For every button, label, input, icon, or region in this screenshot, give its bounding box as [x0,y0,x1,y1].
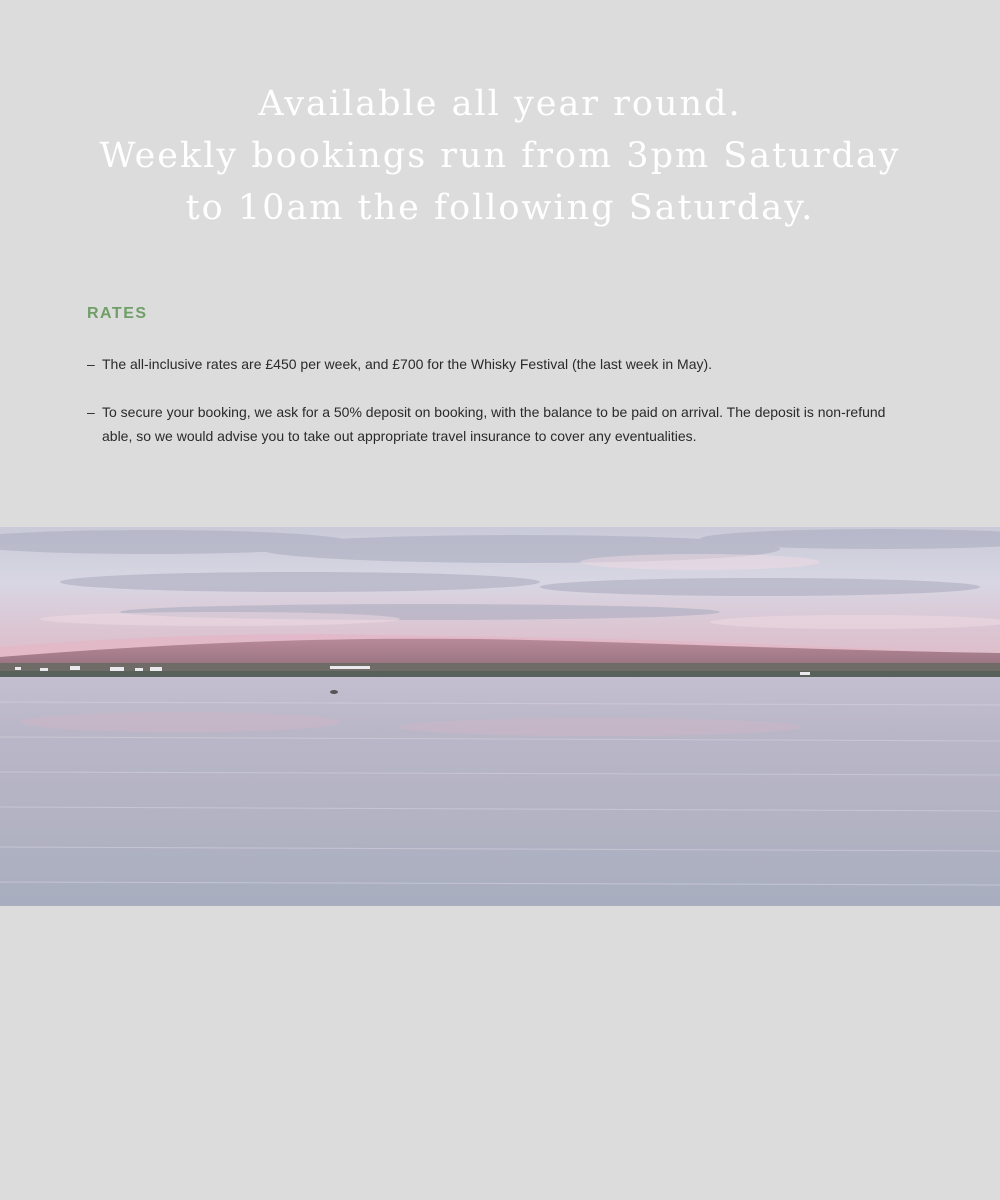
list-dash: – [87,356,95,372]
loch-landscape-photo [0,527,1000,906]
rates-item-deposit [87,400,917,448]
intro-line-2: Weekly bookings run from 3pm Saturday [99,136,901,176]
rates-heading: RATES [87,305,148,322]
list-dash: – [87,404,95,420]
rates-item-pricing [87,352,917,376]
rates-section [87,304,917,472]
rates-item-text: To secure your booking, we ask for a 50% deposit on booking, with the balance to be paid on arrival. The deposit is non-refund able, so we would advise you to take out appropriate travel insurance to cover any eventualities. [102,404,886,444]
intro-line-1: Available all year round. [258,84,742,124]
rates-list [87,352,917,448]
availability-intro [0,78,1000,234]
intro-line-3: to 10am the following Saturday. [185,188,815,228]
rates-item-text: The all-inclusive rates are £450 per week, and £700 for the Whisky Festival (the last week in May). [102,356,713,372]
